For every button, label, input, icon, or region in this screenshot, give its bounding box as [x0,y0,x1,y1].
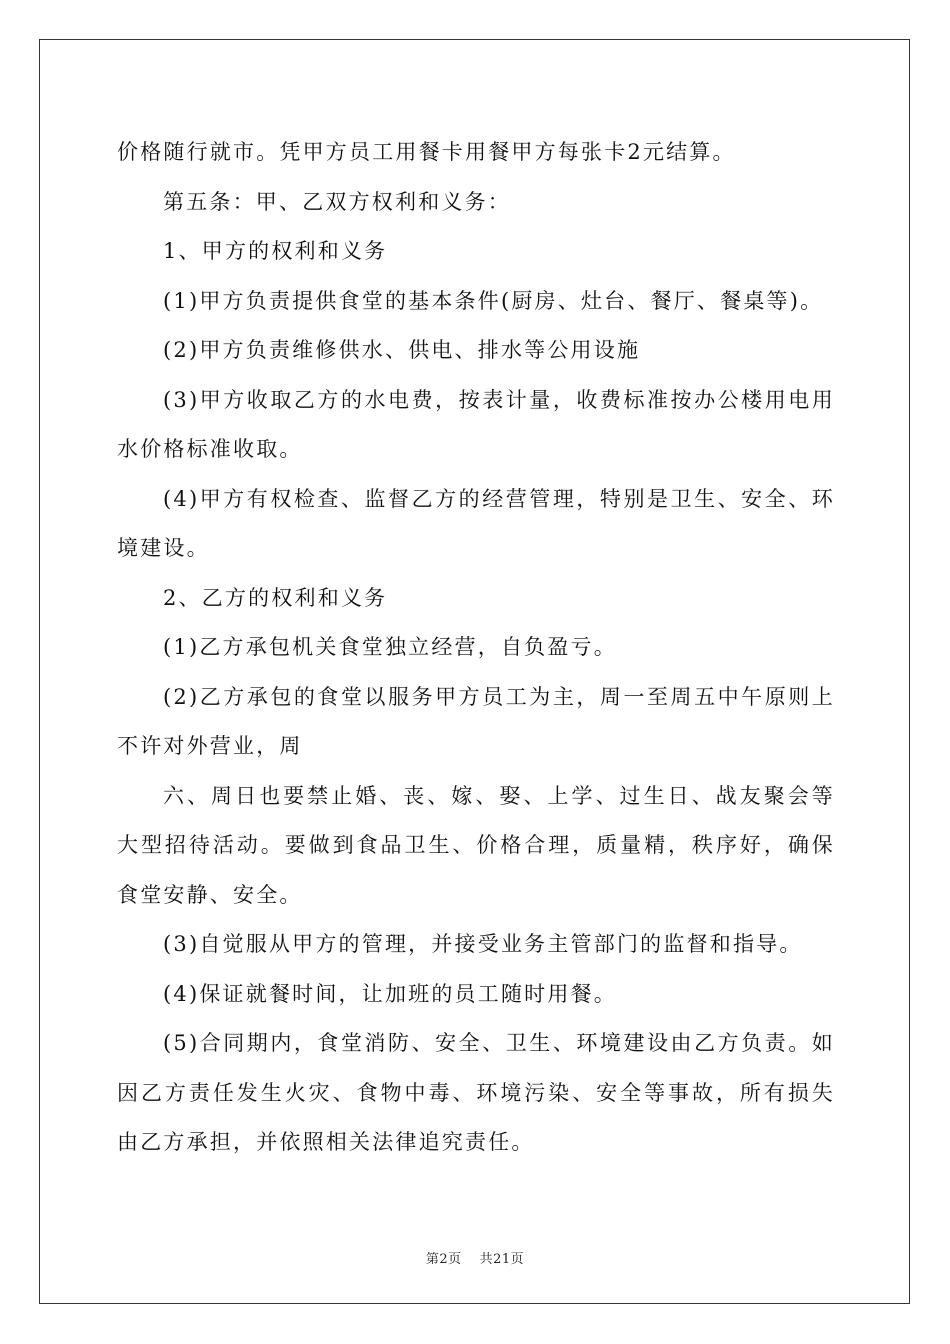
paragraph: (3)甲方收取乙方的水电费，按表计量，收费标准按办公楼用电用水价格标准收取。 [117,387,835,461]
paragraph: (1)甲方负责提供食堂的基本条件(厨房、灶台、餐厅、餐桌等)。 [163,288,824,313]
paragraph: (1)乙方承包机关食堂独立经营，自负盈亏。 [163,635,617,659]
paragraph: (2)甲方负责维修供水、供电、排水等公用设施 [163,338,641,362]
document-body [117,128,835,1168]
paragraph: (3)自觉服从甲方的管理，并接受业务主管部门的监督和指导。 [163,932,803,956]
paragraph: (4)甲方有权检查、监督乙方的经营管理，特别是卫生、安全、环境建设。 [117,486,835,560]
paragraph: (5)合同期内，食堂消防、安全、卫生、环境建设由乙方负责。如因乙方责任发生火灾、食物中毒、环境污染、安全等事故，所有损失由乙方承担，并依照相关法律追究责任。 [117,1031,835,1154]
page-number: 第2页 [425,1252,462,1267]
article-heading: 第五条：甲、乙双方权利和义务： [163,189,511,214]
section-heading-party-a: 1、甲方的权利和义务 [163,239,388,263]
section-heading-party-b: 2、乙方的权利和义务 [163,585,388,610]
page-total: 共21页 [479,1252,525,1267]
paragraph: (2)乙方承包的食堂以服务甲方员工为主，周一至周五中午原则上不许对外营业，周 [117,684,835,758]
page-footer [0,1248,950,1267]
paragraph: 六、周日也要禁止婚、丧、嫁、娶、上学、过生日、战友聚会等大型招待活动。要做到食品卫生、价格合理，质量精，秩序好，确保食堂安静、安全。 [117,783,835,907]
paragraph: (4)保证就餐时间，让加班的员工随时用餐。 [163,981,617,1006]
paragraph: 价格随行就市。凭甲方员工用餐卡用餐甲方每张卡2元结算。 [117,140,736,164]
